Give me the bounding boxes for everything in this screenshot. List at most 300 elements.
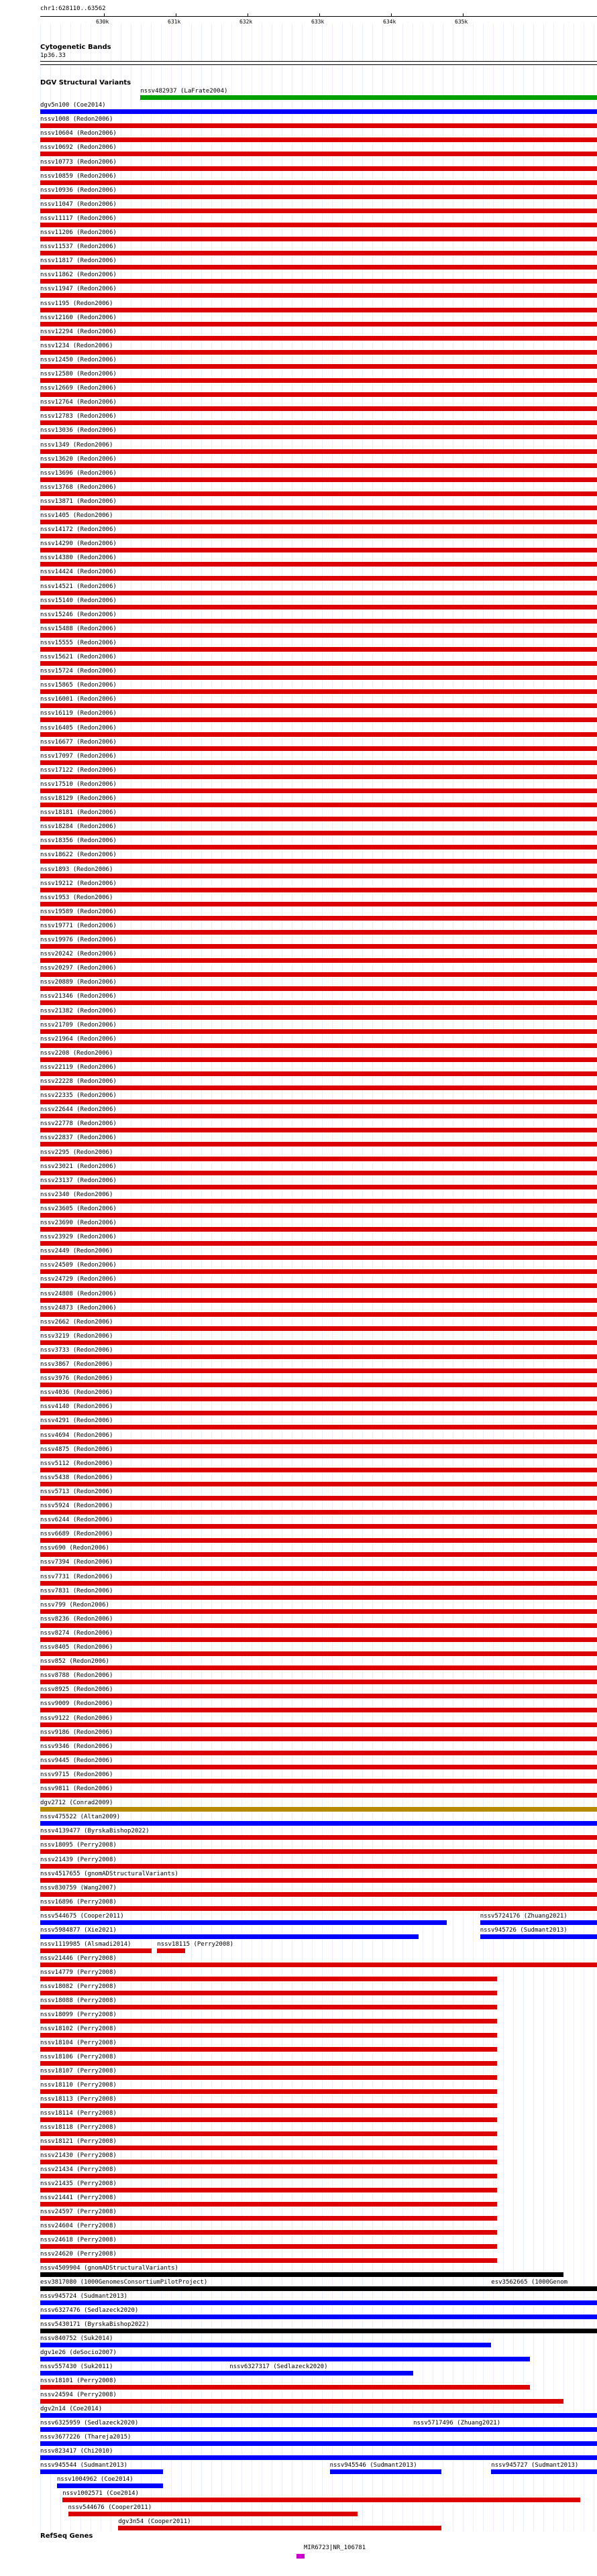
variant-bar[interactable]: [40, 1057, 597, 1062]
variant-bar[interactable]: [40, 2300, 597, 2305]
variant-bar[interactable]: [40, 1538, 597, 1543]
variant-bar[interactable]: [40, 1100, 597, 1104]
ruler-tick-label: 632k: [239, 19, 253, 25]
variant-label: nssv20242 (Redon2006): [40, 951, 117, 958]
variant-bar[interactable]: [40, 746, 597, 751]
variant-bar[interactable]: [40, 2117, 497, 2122]
variant-bar[interactable]: [40, 1651, 597, 1656]
variant-bar[interactable]: [40, 944, 597, 949]
variant-label: nssv18106 (Perry2008): [40, 2053, 117, 2060]
variant-label: nssv1953 (Redon2006): [40, 894, 113, 901]
variant-bar[interactable]: [40, 1849, 597, 1854]
variant-label: nssv22228 (Redon2006): [40, 1078, 117, 1085]
variant-bar[interactable]: [40, 1397, 597, 1401]
variant-bar[interactable]: [40, 1835, 597, 1840]
variant-bar[interactable]: [40, 1425, 597, 1429]
variant-label: nssv6327317 (Sedlazeck2020): [229, 2363, 328, 2370]
variant-label: nssv3677226 (Thareja2015): [40, 2433, 131, 2441]
variant-bar[interactable]: [40, 1751, 597, 1755]
variant-bar[interactable]: [40, 1722, 597, 1727]
variant-bar[interactable]: [40, 2258, 497, 2263]
variant-bar[interactable]: [57, 2483, 163, 2488]
variant-label: nssv16001 (Redon2006): [40, 696, 117, 703]
variant-label: nssv4694 (Redon2006): [40, 1431, 113, 1439]
variant-bar[interactable]: [40, 562, 597, 567]
variant-bar[interactable]: [40, 576, 597, 581]
variant-label: nssv9346 (Redon2006): [40, 1743, 113, 1750]
variant-label: nssv22644 (Redon2006): [40, 1106, 117, 1114]
variant-bar[interactable]: [40, 1977, 497, 1981]
variant-bar[interactable]: [40, 406, 597, 411]
variant-bar[interactable]: [40, 619, 597, 624]
variant-label: nssv21346 (Redon2006): [40, 993, 117, 1000]
variant-bar[interactable]: [40, 1637, 597, 1642]
variant-bar[interactable]: [40, 1609, 597, 1614]
variant-bar[interactable]: [40, 1114, 597, 1118]
variant-bar[interactable]: [40, 308, 597, 312]
variant-bar[interactable]: [40, 2174, 497, 2178]
variant-bar[interactable]: [40, 717, 597, 722]
variant-bar[interactable]: [40, 605, 597, 609]
variant-label: nssv16677 (Redon2006): [40, 738, 117, 746]
variant-label: nssv8925 (Redon2006): [40, 1686, 113, 1694]
variant-label: nssv14779 (Perry2008): [40, 1969, 117, 1976]
grid-line: [181, 23, 182, 2531]
variant-bar[interactable]: [40, 1737, 597, 1741]
variant-label: nssv945724 (Sudmant2013): [40, 2292, 128, 2300]
variant-bar[interactable]: [40, 1142, 597, 1147]
variant-label: nssv21964 (Redon2006): [40, 1035, 117, 1043]
variant-bar[interactable]: [62, 2498, 580, 2502]
variant-label: nssv21382 (Redon2006): [40, 1007, 117, 1014]
variant-label: nssv945544 (Sudmant2013): [40, 2461, 128, 2469]
variant-bar[interactable]: [40, 1779, 597, 1783]
variant-bar[interactable]: [40, 1298, 597, 1303]
variant-bar[interactable]: [40, 2469, 163, 2474]
variant-label: nssv21434 (Perry2008): [40, 2166, 117, 2173]
grid-line: [141, 23, 142, 2531]
variant-bar[interactable]: [40, 1340, 597, 1345]
variant-label: nssv5924 (Redon2006): [40, 1503, 113, 1509]
variant-label: nssv18110 (Perry2008): [40, 2081, 117, 2089]
variant-label: nssv18113 (Perry2008): [40, 2095, 117, 2103]
variant-label: nssv24873 (Redon2006): [40, 1304, 117, 1311]
variant-bar[interactable]: [40, 986, 597, 991]
variant-bar[interactable]: [40, 180, 597, 185]
variant-bar[interactable]: [40, 633, 597, 638]
variant-bar[interactable]: [40, 1708, 597, 1712]
grid-line: [191, 23, 192, 2531]
variant-bar[interactable]: [40, 1934, 419, 1939]
variant-bar[interactable]: [40, 336, 597, 341]
variant-label: nssv10936 (Redon2006): [40, 186, 117, 194]
variant-bar[interactable]: [40, 2441, 597, 2446]
grid-line: [201, 23, 202, 2531]
variant-bar[interactable]: [40, 1524, 597, 1529]
variant-bar[interactable]: [40, 1383, 597, 1387]
variant-bar[interactable]: [40, 1892, 597, 1897]
variant-bar[interactable]: [40, 902, 597, 906]
variant-label: nssv18118 (Perry2008): [40, 2123, 117, 2131]
variant-bar[interactable]: [40, 647, 597, 652]
variant-label: nssv5430171 (ByrskaBishop2022): [40, 2321, 150, 2328]
variant-label: nssv12450 (Redon2006): [40, 356, 117, 363]
variant-label: nssv16896 (Perry2008): [40, 1898, 117, 1906]
variant-bar[interactable]: [40, 1920, 447, 1925]
variant-bar[interactable]: [40, 2202, 497, 2207]
variant-bar[interactable]: [40, 2272, 563, 2277]
grid-line: [312, 23, 313, 2531]
variant-label: nssv9122 (Redon2006): [40, 1714, 113, 1722]
variant-bar[interactable]: [40, 237, 597, 241]
variant-label: nssv9445 (Redon2006): [40, 1757, 113, 1764]
grid-line: [302, 23, 303, 2531]
variant-bar[interactable]: [40, 166, 597, 171]
variant-bar[interactable]: [40, 1793, 597, 1798]
variant-bar[interactable]: [40, 859, 597, 864]
variant-bar[interactable]: [40, 2216, 497, 2221]
variant-label: nssv23605 (Redon2006): [40, 1205, 117, 1212]
variant-bar[interactable]: [40, 1482, 597, 1486]
ruler-tick-label: 634k: [383, 19, 396, 25]
variant-bar[interactable]: [40, 2188, 497, 2192]
grid-line: [563, 23, 564, 2531]
variant-label: dgv1e26 (deSocio2007): [40, 2349, 117, 2356]
variant-bar[interactable]: [40, 2427, 413, 2432]
refseq-title: RefSeq Genes: [40, 2532, 93, 2540]
variant-bar[interactable]: [40, 788, 597, 793]
variant-bar[interactable]: [491, 2286, 597, 2291]
variant-label: nssv544676 (Cooper2011): [68, 2504, 152, 2511]
variant-bar[interactable]: [40, 1241, 597, 1246]
variant-bar[interactable]: [40, 1510, 597, 1515]
variant-label: nssv11206 (Redon2006): [40, 229, 117, 236]
variant-label: nssv7831 (Redon2006): [40, 1587, 113, 1594]
variant-label: nssv8236 (Redon2006): [40, 1615, 113, 1623]
variant-label: nssv14521 (Redon2006): [40, 583, 117, 590]
variant-bar[interactable]: [40, 1086, 597, 1090]
variant-bar[interactable]: [40, 2286, 491, 2291]
variant-bar[interactable]: [480, 1920, 597, 1925]
variant-bar[interactable]: [40, 463, 597, 468]
variant-bar[interactable]: [40, 1213, 597, 1218]
variant-label: nssv18107 (Perry2008): [40, 2067, 117, 2074]
variant-bar[interactable]: [40, 223, 597, 227]
variant-label: nssv24808 (Redon2006): [40, 1290, 117, 1297]
variant-label: nssv690 (Redon2006): [40, 1545, 109, 1552]
variant-bar[interactable]: [40, 2047, 497, 2052]
variant-label: nssv3976 (Redon2006): [40, 1375, 113, 1383]
variant-label: nssv4509904 (gnomADStructuralVariants): [40, 2264, 178, 2272]
variant-bar[interactable]: [40, 1227, 597, 1232]
variant-bar[interactable]: [40, 1496, 597, 1501]
variant-label: nssv21439 (Perry2008): [40, 1856, 117, 1863]
variant-bar[interactable]: [40, 1807, 597, 1812]
variant-bar[interactable]: [40, 322, 597, 327]
variant-label: nssv4036 (Redon2006): [40, 1389, 113, 1397]
variant-label: nssv6325959 (Sedlazeck2020): [40, 2419, 139, 2426]
variant-label: nssv5724176 (Zhuang2021): [480, 1912, 567, 1920]
variant-bar[interactable]: [40, 1595, 597, 1600]
grid-line: [332, 23, 333, 2531]
variant-bar[interactable]: [40, 2357, 530, 2361]
variant-bar[interactable]: [40, 1043, 597, 1048]
variant-label: nssv11117 (Redon2006): [40, 215, 117, 222]
variant-bar[interactable]: [40, 491, 597, 496]
variant-label: nssv7394 (Redon2006): [40, 1559, 113, 1566]
ruler-tick: [319, 13, 320, 17]
variant-bar[interactable]: [40, 449, 597, 454]
cytoband-label: 1p36.33: [40, 52, 66, 59]
variant-bar[interactable]: [40, 1171, 597, 1175]
variant-bar[interactable]: [40, 1255, 597, 1260]
variant-bar[interactable]: [40, 1906, 597, 1911]
variant-bar[interactable]: [40, 591, 597, 595]
variant-bar[interactable]: [40, 2343, 491, 2347]
variant-bar[interactable]: [40, 2131, 497, 2136]
variant-bar[interactable]: [40, 2399, 563, 2404]
variant-bar[interactable]: [40, 279, 597, 284]
variant-bar[interactable]: [40, 2230, 497, 2235]
variant-label: nssv18356 (Redon2006): [40, 837, 117, 845]
variant-label: nssv4291 (Redon2006): [40, 1417, 113, 1425]
ruler-tick-label: 631k: [168, 19, 181, 25]
grid-line: [372, 23, 373, 2531]
variant-bar[interactable]: [330, 2469, 441, 2474]
variant-bar[interactable]: [40, 2146, 497, 2150]
variant-label: nssv18104 (Perry2008): [40, 2039, 117, 2046]
variant-label: nssv15621 (Redon2006): [40, 654, 117, 660]
variant-label: nssv2295 (Redon2006): [40, 1149, 113, 1156]
variant-label: nssv24597 (Perry2008): [40, 2208, 117, 2215]
variant-bar[interactable]: [40, 1368, 597, 1373]
variant-bar[interactable]: [40, 675, 597, 680]
variant-bar[interactable]: [40, 1581, 597, 1586]
variant-label: nssv24604 (Perry2008): [40, 2222, 117, 2229]
variant-bar[interactable]: [140, 95, 597, 100]
variant-label: nssv21430 (Perry2008): [40, 2152, 117, 2159]
variant-bar[interactable]: [40, 1765, 597, 1769]
variant-label: nssv830759 (Wang2007): [40, 1884, 117, 1891]
variant-bar[interactable]: [40, 109, 597, 114]
variant-label: nssv18095 (Perry2008): [40, 1842, 117, 1849]
dgv-track-title: DGV Structural Variants: [40, 79, 131, 86]
variant-label: nssv13620 (Redon2006): [40, 455, 117, 463]
variant-bar[interactable]: [480, 1934, 597, 1939]
variant-bar[interactable]: [40, 1354, 597, 1359]
variant-bar[interactable]: [40, 1821, 597, 1826]
variant-bar[interactable]: [40, 1665, 597, 1670]
variant-label: nssv24620 (Perry2008): [40, 2250, 117, 2258]
variant-bar[interactable]: [40, 1454, 597, 1458]
variant-label: nssv17097 (Redon2006): [40, 752, 117, 760]
variant-bar[interactable]: [40, 817, 597, 821]
variant-bar[interactable]: [40, 972, 597, 977]
variant-bar[interactable]: [40, 534, 597, 538]
variant-label: nssv21446 (Perry2008): [40, 1954, 117, 1962]
variant-bar[interactable]: [40, 916, 597, 921]
variant-bar[interactable]: [40, 1128, 597, 1132]
variant-label: nssv9186 (Redon2006): [40, 1729, 113, 1736]
variant-label: nssv14172 (Redon2006): [40, 526, 117, 534]
variant-bar[interactable]: [229, 2371, 413, 2376]
variant-label: nssv15140 (Redon2006): [40, 597, 117, 604]
grid-line: [151, 23, 152, 2531]
variant-bar[interactable]: [40, 477, 597, 482]
variant-bar[interactable]: [40, 732, 597, 737]
variant-bar[interactable]: [40, 661, 597, 666]
variant-bar[interactable]: [40, 1694, 597, 1698]
variant-label: nssv19976 (Redon2006): [40, 937, 117, 943]
variant-bar[interactable]: [40, 1864, 597, 1869]
variant-label: nssv18082 (Perry2008): [40, 1983, 117, 1990]
variant-bar[interactable]: [40, 520, 597, 524]
variant-bar[interactable]: [40, 2160, 497, 2164]
grid-line: [171, 23, 172, 2531]
variant-label: nssv12764 (Redon2006): [40, 399, 117, 406]
variant-bar[interactable]: [40, 1411, 597, 1415]
variant-bar[interactable]: [40, 2103, 497, 2108]
variant-bar[interactable]: [40, 1680, 597, 1684]
variant-label: nssv1234 (Redon2006): [40, 342, 113, 349]
variant-bar[interactable]: [40, 548, 597, 552]
variant-label: nssv18129 (Redon2006): [40, 795, 117, 802]
variant-bar[interactable]: [40, 1623, 597, 1628]
variant-label: nssv22778 (Redon2006): [40, 1120, 117, 1128]
variant-bar[interactable]: [40, 1552, 597, 1557]
cytoband-bar[interactable]: [40, 61, 597, 65]
variant-label: nssv21709 (Redon2006): [40, 1021, 117, 1029]
grid-line: [382, 23, 383, 2531]
grid-line: [402, 23, 403, 2531]
variant-bar[interactable]: [40, 874, 597, 878]
variant-bar[interactable]: [40, 1029, 597, 1034]
variant-bar[interactable]: [40, 1312, 597, 1317]
variant-bar[interactable]: [40, 1071, 597, 1076]
variant-bar[interactable]: [40, 2089, 497, 2094]
variant-bar[interactable]: [40, 2075, 497, 2080]
variant-bar[interactable]: [40, 1269, 597, 1274]
variant-bar[interactable]: [40, 1468, 597, 1472]
variant-bar[interactable]: [40, 1566, 597, 1571]
variant-bar[interactable]: [413, 2427, 597, 2432]
variant-label: nssv12580 (Redon2006): [40, 371, 117, 377]
variant-label: nssv23929 (Redon2006): [40, 1234, 117, 1241]
grid-line: [493, 23, 494, 2531]
variant-bar[interactable]: [40, 958, 597, 963]
variant-bar[interactable]: [40, 506, 597, 510]
variant-bar[interactable]: [40, 1326, 597, 1331]
variant-label: nssv15724 (Redon2006): [40, 668, 117, 675]
variant-label: nssv1004962 (Coe2014): [56, 2475, 133, 2483]
variant-label: nssv11862 (Redon2006): [40, 272, 117, 279]
variant-bar[interactable]: [40, 209, 597, 213]
grid-line: [473, 23, 474, 2531]
variant-bar[interactable]: [40, 1440, 597, 1444]
variant-bar[interactable]: [40, 1157, 597, 1161]
variant-label: dgv2712 (Conrad2009): [40, 1800, 113, 1807]
variant-bar[interactable]: [40, 378, 597, 383]
ruler-tick-label: 630k: [96, 19, 109, 25]
variant-bar[interactable]: [40, 434, 597, 439]
variant-bar[interactable]: [40, 1185, 597, 1189]
variant-label: nssv12669 (Redon2006): [40, 385, 117, 392]
variant-label: nssv20297 (Redon2006): [40, 965, 117, 972]
variant-bar[interactable]: [40, 689, 597, 694]
variant-bar[interactable]: [40, 888, 597, 892]
variant-bar[interactable]: [40, 2061, 497, 2066]
ruler-tick: [104, 13, 105, 17]
grid-line: [392, 23, 393, 2531]
variant-bar[interactable]: [491, 2469, 597, 2474]
ruler-tick-label: 635k: [455, 19, 468, 25]
variant-label: nssv15488 (Redon2006): [40, 625, 117, 632]
variant-bar[interactable]: [40, 2329, 597, 2333]
variant-bar[interactable]: [40, 1948, 152, 1953]
variant-bar[interactable]: [40, 2315, 597, 2319]
variant-label: nssv18181 (Redon2006): [40, 809, 117, 817]
grid-line: [161, 23, 162, 2531]
variant-bar[interactable]: [40, 760, 597, 765]
variant-bar[interactable]: [40, 803, 597, 807]
variant-label: nssv24509 (Redon2006): [40, 1262, 117, 1269]
variant-bar[interactable]: [40, 293, 597, 298]
variant-bar[interactable]: [40, 2455, 597, 2460]
variant-bar[interactable]: [40, 1000, 597, 1005]
variant-bar[interactable]: [40, 265, 597, 270]
variant-bar[interactable]: [40, 2244, 497, 2249]
variant-bar[interactable]: [40, 845, 597, 850]
variant-label: nssv24729 (Redon2006): [40, 1276, 117, 1283]
variant-bar[interactable]: [40, 123, 597, 128]
variant-label: nssv23137 (Redon2006): [40, 1177, 117, 1184]
variant-bar[interactable]: [40, 1991, 497, 1995]
variant-label: nssv7731 (Redon2006): [40, 1573, 113, 1580]
variant-bar[interactable]: [40, 152, 597, 156]
variant-bar[interactable]: [40, 392, 597, 397]
variant-bar[interactable]: [40, 2413, 597, 2418]
variant-bar[interactable]: [40, 251, 597, 255]
variant-bar[interactable]: [40, 2033, 497, 2038]
variant-bar[interactable]: [157, 1948, 185, 1953]
variant-bar[interactable]: [40, 1015, 597, 1020]
variant-bar[interactable]: [40, 364, 597, 369]
refseq-gene-mark[interactable]: [296, 2554, 305, 2559]
variant-bar[interactable]: [40, 2385, 530, 2390]
variant-label: nssv11947 (Redon2006): [40, 286, 117, 293]
variant-bar[interactable]: [40, 1963, 597, 1967]
variant-bar[interactable]: [40, 2005, 497, 2009]
variant-bar[interactable]: [40, 420, 597, 425]
variant-label: nssv4139477 (ByrskaBishop2022): [40, 1828, 150, 1835]
variant-bar[interactable]: [40, 137, 597, 142]
grid-line: [483, 23, 484, 2531]
variant-bar[interactable]: [40, 2019, 497, 2024]
variant-bar[interactable]: [40, 774, 597, 779]
variant-bar[interactable]: [40, 831, 597, 835]
variant-bar[interactable]: [68, 2512, 358, 2516]
variant-bar[interactable]: [40, 194, 597, 199]
variant-bar[interactable]: [40, 1199, 597, 1204]
variant-bar[interactable]: [40, 1283, 597, 1288]
variant-bar[interactable]: [40, 703, 597, 708]
variant-bar[interactable]: [118, 2526, 441, 2530]
variant-bar[interactable]: [40, 1878, 597, 1883]
variant-bar[interactable]: [40, 2371, 229, 2376]
variant-bar[interactable]: [40, 930, 597, 935]
variant-label: nssv10604 (Redon2006): [40, 130, 117, 137]
variant-bar[interactable]: [40, 350, 597, 355]
